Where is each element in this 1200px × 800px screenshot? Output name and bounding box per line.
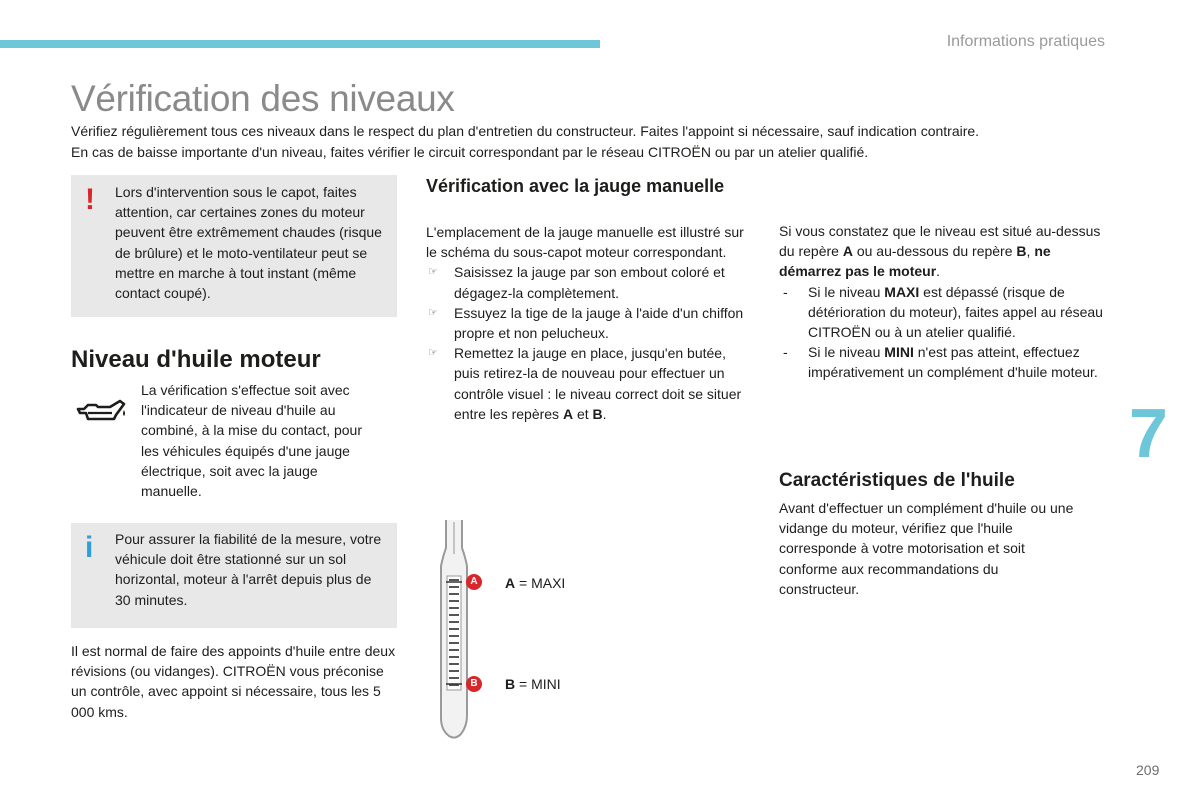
info-text: Pour assurer la fiabilité de la mesure, votre véhicule doit être stationné sur un sol horizontal, moteur à l'arrêt depuis plus de 30 minutes. bbox=[115, 531, 382, 608]
step-text: Saisissez la jauge par son embout coloré et dégagez-la complètement. bbox=[454, 264, 725, 301]
label-b-letter: B bbox=[505, 676, 516, 692]
dash-bullet: - bbox=[783, 283, 788, 300]
list-item bbox=[779, 342, 1109, 382]
marker-a-label bbox=[505, 575, 565, 591]
marker-ref-a: A bbox=[562, 405, 574, 422]
dipstick-heading: Vérification avec la jauge manuelle bbox=[426, 176, 725, 196]
level-warning-text bbox=[779, 221, 1109, 383]
step-text: Essuyez la tige de la jauge à l'aide d'un chiffon propre et non pelucheux. bbox=[454, 304, 744, 342]
dipstick-intro: L'emplacement de la jauge manuelle est illustré sur le schéma du sous-capot moteur correspondant. bbox=[426, 224, 744, 261]
step-text: Remettez la jauge en place, jusqu'en butée, puis retirez-la de nouveau pour effectuer un contrôle visuel : le niveau correct doit se situer entre les repères bbox=[454, 345, 742, 422]
marker-b-label bbox=[505, 676, 561, 692]
level-cases-list bbox=[779, 282, 1109, 383]
text-run: Si le niveau bbox=[808, 344, 885, 361]
dipstick-instructions bbox=[426, 222, 746, 424]
marker-ref-b: B bbox=[592, 405, 603, 422]
oil-level-text: La vérification s'effectue soit avec l'indicateur de niveau d'huile au combiné, à la mise du contact, pour les véhicules équipés d'une jauge électrique, soit avec la jauge manuelle. bbox=[141, 382, 363, 500]
pointing-hand-icon: ☞ bbox=[428, 306, 438, 319]
info-icon: i bbox=[85, 531, 94, 564]
info-box bbox=[71, 523, 397, 628]
oil-top-up-text: Il est normal de faire des appoints d'huile entre deux révisions (ou vidanges). CITROËN vous préconise un contrôle, avec appoint si nécessaire, tous les 5 000 kms. bbox=[71, 643, 396, 720]
label-a-letter: A bbox=[505, 575, 516, 591]
text-run: Si vous constatez que le niveau est situé au-dessus du repère bbox=[779, 223, 1101, 260]
text-run: , bbox=[1026, 243, 1035, 260]
level-paragraph bbox=[779, 221, 1109, 282]
maxi-label: MAXI bbox=[884, 283, 920, 300]
label-b-text: = MINI bbox=[515, 676, 561, 692]
dipstick-step bbox=[426, 262, 746, 302]
page-number: 209 bbox=[1136, 762, 1160, 778]
dipstick-step bbox=[426, 303, 746, 343]
oil-specs-text: Avant d'effectuer un complément d'huile ou une vidange du moteur, vérifiez que l'huile corresponde à votre motorisation et soit conforme aux recommandations du constructeur. bbox=[779, 500, 1074, 597]
pointing-hand-icon: ☞ bbox=[428, 266, 438, 279]
pointing-hand-icon: ☞ bbox=[428, 347, 438, 360]
do-not-start-warning: ne démarrez pas le moteur bbox=[779, 243, 1051, 280]
list-item bbox=[779, 282, 1109, 343]
marker-ref-b: B bbox=[1016, 243, 1027, 260]
warning-exclamation-icon: ! bbox=[85, 183, 95, 216]
step-text-and: et bbox=[573, 405, 593, 422]
mini-label: MINI bbox=[884, 344, 914, 361]
dipstick-step bbox=[426, 343, 746, 424]
oil-specs-heading: Caractéristiques de l'huile bbox=[779, 470, 1015, 491]
label-a-text: = MAXI bbox=[515, 575, 566, 591]
text-run: ou au-dessous du repère bbox=[852, 243, 1017, 260]
page-title: Vérification des niveaux bbox=[71, 78, 455, 119]
text-run: . bbox=[936, 263, 941, 280]
dipstick-illustration bbox=[435, 518, 475, 740]
marker-b-badge: B bbox=[466, 676, 482, 692]
marker-ref-a: A bbox=[842, 243, 853, 260]
section-title: Informations pratiques bbox=[946, 33, 1105, 50]
warning-text: Lors d'intervention sous le capot, faites attention, car certaines zones du moteur peuvent être extrêmement chaudes (risque de brûlure) et le moto-ventilateur peut se mettre en marche à tout instant (même contact coupé). bbox=[115, 184, 382, 302]
intro-line-2: En cas de baisse importante d'un niveau, faites vérifier le circuit correspondant par le réseau CITROËN ou par un atelier qualifié. bbox=[71, 144, 869, 160]
step-text-end: . bbox=[602, 405, 607, 422]
text-run: Si le niveau bbox=[808, 283, 885, 300]
warning-box bbox=[71, 175, 397, 317]
chapter-number: 7 bbox=[1129, 394, 1168, 472]
dash-bullet: - bbox=[783, 344, 788, 361]
oil-level-heading: Niveau d'huile moteur bbox=[71, 346, 321, 373]
intro-line-1: Vérifiez régulièrement tous ces niveaux dans le respect du plan d'entretien du constructeur. Faites l'appoint si nécessaire, sauf indication contraire. bbox=[71, 123, 980, 139]
marker-a-badge: A bbox=[466, 574, 482, 590]
header-accent-bar bbox=[0, 40, 600, 48]
text-run: est dépassé (risque de détérioration du moteur), faites appel au réseau CITROËN ou à un atelier qualifié. bbox=[808, 283, 1103, 341]
intro-text bbox=[71, 121, 1151, 163]
text-run: n'est pas atteint, effectuez impérativement un complément d'huile moteur. bbox=[808, 344, 1098, 381]
oil-can-icon bbox=[74, 395, 130, 431]
dipstick-steps bbox=[426, 262, 746, 424]
